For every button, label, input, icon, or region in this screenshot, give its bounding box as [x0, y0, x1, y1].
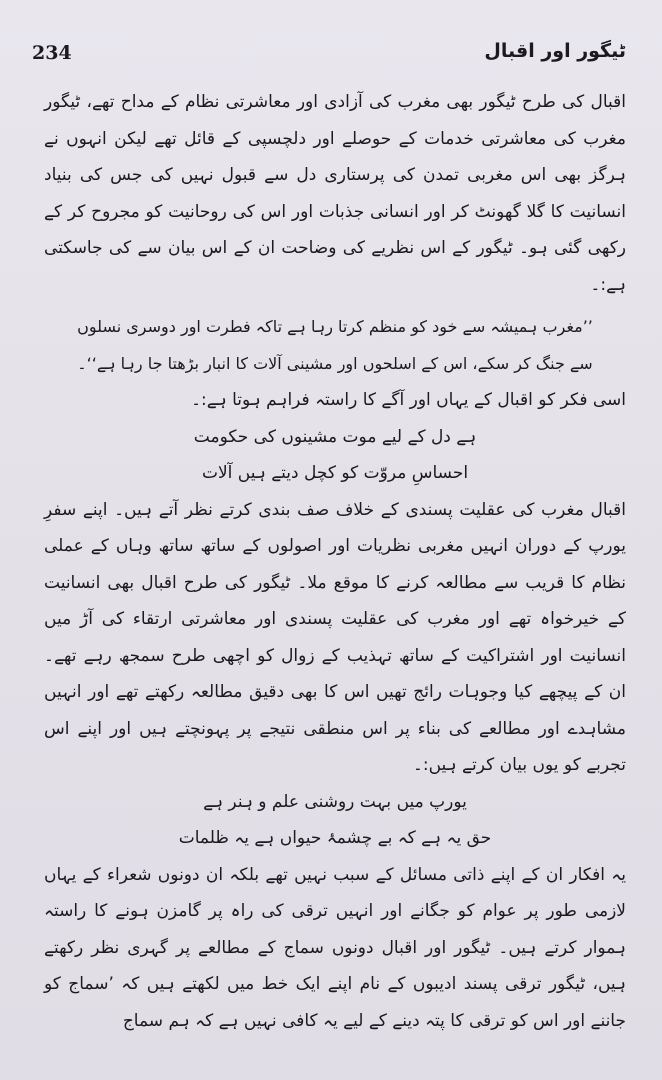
- verse-2-line-2: حق یہ ہے کہ بے چشمۂ حیواں ہے یہ ظلمات: [178, 828, 492, 848]
- page-header: [32, 42, 626, 76]
- paragraph-4: یہ افکار ان کے اپنے ذاتی مسائل کے سبب نہیں تھے بلکہ ان دونوں شعراء کے یہاں لازمی طور پر عوام کو جگانے اور انہیں ترقی کی راہ پر گامزن ہونے کا راستہ ہموار کرتے ہیں۔ ٹیگور اور اقبال دونوں سماج کے مطالعے پر گہری نظر رکھتے ہیں، ٹیگور ترقی پسند ادیبوں کے نام اپنے ایک خط میں لکھتے ہیں کہ ’سماج کو جاننے اور اس کو ترقی کا پتہ دینے کے لیے یہ کافی نہیں ہے کہ ہم سماج: [44, 864, 626, 1031]
- verse-2-line-1: یورپ میں بہت روشنی علم و ہنر ہے: [203, 791, 467, 812]
- paragraph-2: اسی فکر کو اقبال کے یہاں اور آگے کا راستہ فراہم ہوتا ہے:۔: [191, 390, 626, 410]
- page-number: 234: [32, 42, 72, 64]
- paragraph-1: اقبال کی طرح ٹیگور بھی مغرب کی آزادی اور معاشرتی نظام کے مداح تھے، ٹیگور مغرب کی معاشرتی خدمات کے حوصلے اور دلچسپی کے قائل تھے لیکن انہوں نے ہرگز بھی اس مغربی تمدن کی پرستاری دل سے قبول نہیں کی جس کی بنیاد انسانیت کا گلا گھونٹ کر اور انسانی جذبات اور اس کی روحانیت کو مجروح کر کے رکھی گئی ہو۔ ٹیگور کے اس نظریے کی وضاحت ان کے اس بیان سے کی جاسکتی ہے:۔: [44, 92, 626, 295]
- running-title: ٹیگور اور اقبال: [484, 40, 626, 62]
- page-body: [44, 84, 626, 1039]
- verse-1-line-1: ہے دل کے لیے موت مشینوں کی حکومت: [193, 426, 477, 447]
- verse-1-line-2: احساسِ مروّت کو کچل دیتے ہیں آلات: [201, 463, 469, 483]
- paragraph-3: اقبال مغرب کی عقلیت پسندی کے خلاف صف بندی کرتے نظر آتے ہیں۔ اپنے سفرِ یورپ کے دوران انہیں مغربی نظریات اور اصولوں کے ساتھ ساتھ وہاں کے عملی نظام کا قریب سے مطالعہ کرنے کا موقع ملا۔ ٹیگور کی طرح اقبال بھی انسانیت کے خیرخواہ تھے اور مغرب کی عقلیت پسندی اور معاشرتی ارتقاء کی آڑ میں انسانیت اور اشتراکیت کے ساتھ تہذیب کے زوال کو اچھی طرح سمجھ رہے تھے۔ ان کے پیچھے کیا وجوہات رائج تھیں اس کا بھی دقیق مطالعہ رکھتے تھے اور انہیں مشاہدے اور مطالعے کی بناء پر اس منطقی نتیجے پر پہونچتے ہیں اور اپنے اس تجربے کو یوں بیان کرتے ہیں:۔: [44, 499, 626, 775]
- quotation-block: ’’مغرب ہمیشہ سے خود کو منظم کرتا رہا ہے تاکہ فطرت اور دوسری نسلوں سے جنگ کر سکے، اس کے اسلحوں اور مشینی آلات کا انبار بڑھتا جا رہا ہے‘‘۔: [77, 317, 593, 373]
